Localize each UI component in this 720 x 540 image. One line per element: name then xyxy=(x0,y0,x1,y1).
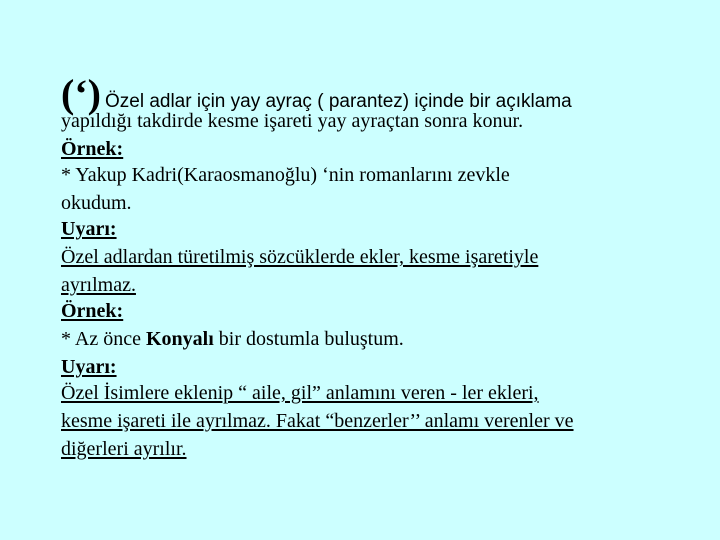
uyari-2-line-3: diğerleri ayrılır. xyxy=(61,438,187,460)
intro-line-2: yapıldığı takdirde kesme işareti yay ayraçtan sonra konur. xyxy=(61,110,524,132)
uyari-heading-1: Uyarı: xyxy=(61,218,117,240)
ornek-heading-1: Örnek: xyxy=(61,138,124,160)
ornek-2-prefix: * Az önce xyxy=(61,328,146,350)
uyari-1-line-1: Özel adlardan türetilmiş sözcüklerde ekler, kesme işaretiyle xyxy=(61,246,539,268)
parenthesis-apostrophe-symbol: (‘) xyxy=(61,71,101,116)
ornek-1-line-1: * Yakup Kadri(Karaosmanoğlu) ‘nin romanlarını zevkle xyxy=(61,164,510,186)
ornek-2-line xyxy=(61,326,404,352)
ornek-heading-2: Örnek: xyxy=(61,300,124,322)
ornek-2-suffix: bir dostumla buluştum. xyxy=(213,328,404,350)
ornek-2-bold-word: Konyalı xyxy=(145,328,214,350)
ornek-1-line-2: okudum. xyxy=(61,192,132,214)
intro-text-1: Özel adlar için yay ayraç ( parantez) içinde bir açıklama xyxy=(104,91,572,112)
uyari-2-line-1: Özel İsimlere eklenip “ aile, gil” anlamını veren - ler ekleri, xyxy=(61,382,539,404)
uyari-1-line-2: ayrılmaz. xyxy=(61,274,136,296)
uyari-2-line-2: kesme işareti ile ayrılmaz. Fakat “benzerler’’ anlamı verenler ve xyxy=(61,410,574,432)
uyari-heading-2: Uyarı: xyxy=(61,356,117,378)
